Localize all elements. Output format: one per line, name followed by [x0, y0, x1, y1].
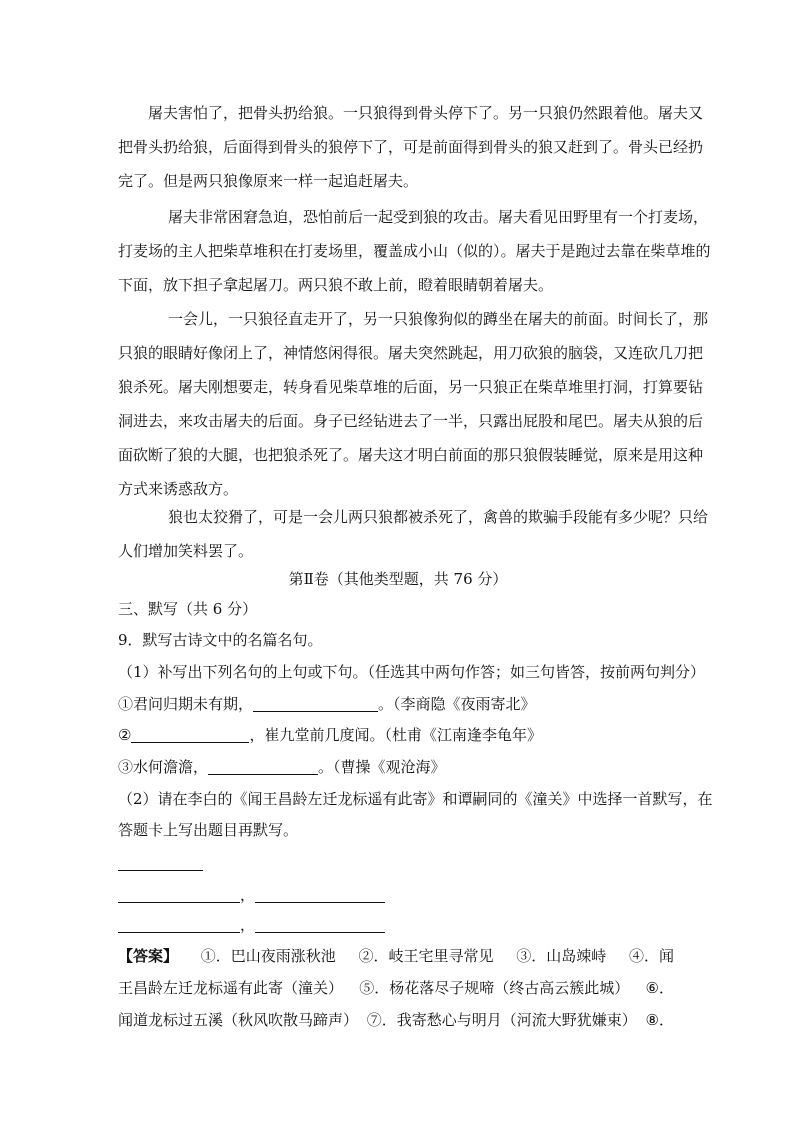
text-line: 只狼的眼睛好像闭上了，神情悠闲得很。屠夫突然跳起，用刀砍狼的脑袋，又连砍几刀把: [118, 344, 704, 362]
answer-item: ②．岐王宅里寻常见: [358, 947, 494, 965]
translation-paragraph-1: [118, 96, 704, 198]
answer-item: ⑥．: [645, 979, 674, 997]
answer-blank-2[interactable]: [131, 728, 249, 743]
text-line: 狼杀死。屠夫刚想要走，转身看见柴草堆的后面，另一只狼正在柴草堆里打洞，打算要钻: [118, 378, 704, 396]
answer-block: [118, 940, 674, 1036]
text-line: 屠夫害怕了，把骨头扔给狼。一只狼得到骨头停下了。另一只狼仍然跟着他。屠夫又: [148, 104, 704, 122]
text-line: 把骨头扔给狼，后面得到骨头的狼停下了，可是前面得到骨头的狼又赶到了。骨头已经扔: [118, 138, 704, 156]
answer-item: 王昌龄左迁龙标遥有此寄（潼关）: [118, 979, 344, 997]
answer-item: ①．巴山夜雨涨秋池: [200, 947, 336, 965]
sub-question-2-line-1: （2）请在李白的《闻王昌龄左迁龙标遥有此寄》和谭嗣同的《潼关》中选择一首默写，在: [118, 790, 713, 808]
answer-line-3: [118, 1004, 674, 1036]
answer-line-1: [118, 940, 674, 972]
text-line: 人们增加笑料罢了。: [118, 542, 254, 560]
fill-item-3-prefix: ③水何澹澹，: [118, 758, 209, 776]
text-line: 下面，放下担子拿起屠刀。两只狼不敢上前，瞪着眼睛朝着屠夫。: [118, 276, 554, 294]
text-line: 完了。但是两只狼像原来一样一起追赶屠夫。: [118, 172, 419, 190]
section-heading: 三、默写（共 6 分）: [118, 600, 258, 618]
fill-item-2: [118, 720, 542, 750]
poem-blank-1a[interactable]: [118, 888, 240, 903]
answer-blank-1[interactable]: [253, 697, 378, 712]
fill-item-1-prefix: ①君问归期未有期，: [118, 695, 254, 713]
text-line: 一会儿，一只狼径直走开了，另一只狼像狗似的蹲坐在屠夫的前面。时间长了，那: [168, 310, 709, 328]
poem-blank-2b[interactable]: [255, 918, 385, 933]
fill-item-3: [118, 752, 446, 782]
text-line: 打麦场的主人把柴草堆积在打麦场里，覆盖成小山（似的）。屠夫于是跑过去靠在柴草堆的: [118, 242, 711, 260]
volume-title: 第Ⅱ卷（其他类型题，共 76 分）: [288, 570, 508, 588]
poem-line-1: [118, 880, 385, 910]
text-line: 方式来诱惑敌方。: [118, 480, 239, 498]
answer-item: ⑤．杨花落尽子规啼（终古高云簇此城）: [359, 979, 630, 997]
answer-item: 闻道龙标过五溪（秋风吹散马蹄声）: [118, 1011, 359, 1029]
answer-item: ③．山岛竦峙: [516, 947, 607, 965]
answer-label: 【答案】: [118, 947, 179, 965]
answer-line-2: [118, 972, 674, 1004]
text-line: 洞进去，来攻击屠夫的后面。身子已经钻进去了一半，只露出屁股和尾巴。屠夫从狼的后: [118, 412, 704, 430]
translation-paragraph-2: [118, 200, 711, 302]
fill-item-2-suffix: ，崔九堂前几度闻。（杜甫《江南逢李龟年》: [249, 726, 542, 744]
sub-question-1: （1）补写出下列名句的上句或下句。（任选其中两句作答；如三句皆答，按前两句判分）: [118, 663, 706, 681]
fill-item-1: [118, 689, 536, 719]
answer-item: ④．闻: [628, 947, 674, 965]
comma: ，: [240, 886, 256, 904]
fill-item-3-suffix: 。（曹操《观沧海》: [318, 758, 446, 776]
fill-item-2-prefix: ②: [118, 726, 132, 744]
text-line: 面砍断了狼的大腿，也把狼杀死了。屠夫这才明白前面的那只狼假装睡觉，原来是用这种: [118, 446, 704, 464]
answer-title-line: [118, 848, 203, 878]
poem-blank-1b[interactable]: [255, 888, 385, 903]
text-line: 狼也太狡猾了，可是一会儿两只狼都被杀死了，禽兽的欺骗手段能有多少呢？只给: [168, 508, 709, 526]
sub-question-2-line-2: 答题卡上写出题目再默写。: [118, 821, 299, 839]
text-line: 屠夫非常困窘急迫，恐怕前后一起受到狼的攻击。屠夫看见田野里有一个打麦场，: [168, 208, 709, 226]
comma: ，: [240, 916, 256, 934]
poem-line-2: [118, 910, 385, 940]
title-blank[interactable]: [118, 856, 203, 871]
translation-paragraph-4: [118, 500, 709, 568]
answer-item: ⑦．我寄愁心与明月（河流大野犹嫌束）: [366, 1011, 637, 1029]
answer-blank-3[interactable]: [208, 760, 318, 775]
poem-blank-2a[interactable]: [118, 918, 240, 933]
translation-paragraph-3: [118, 302, 709, 506]
question-9: 9．默写古诗文中的名篇名句。: [118, 631, 323, 649]
answer-item: ⑧．: [645, 1011, 674, 1029]
fill-item-1-suffix: 。（李商隐《夜雨寄北》: [378, 695, 536, 713]
